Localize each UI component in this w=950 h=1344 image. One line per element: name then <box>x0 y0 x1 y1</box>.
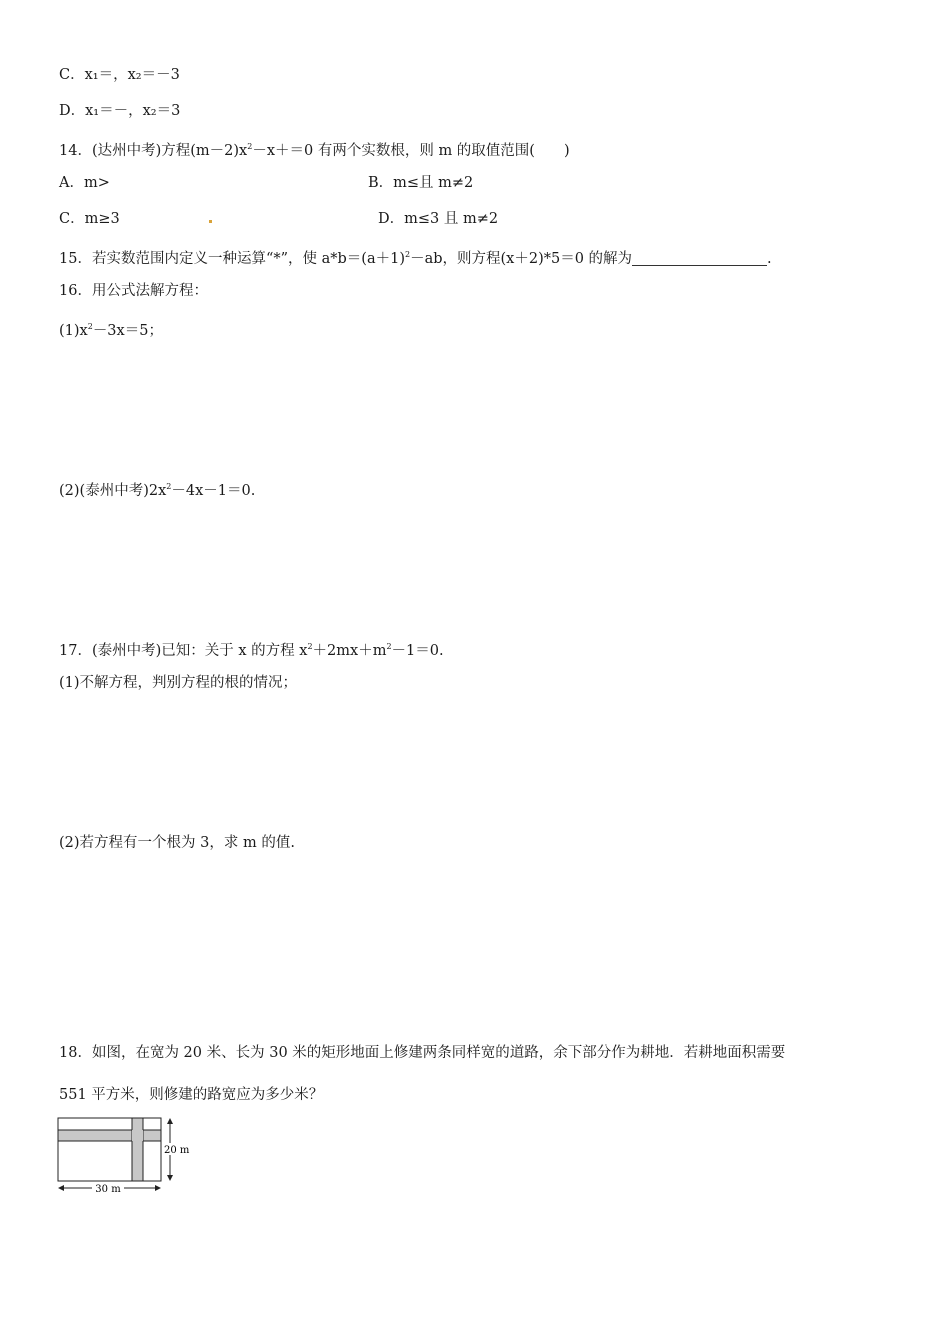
width-label: 30 m <box>95 1184 121 1195</box>
question-16-part-2 <box>59 477 255 501</box>
option-d-q14: D．m≤3 且 m≠2 <box>378 211 499 227</box>
question-16: 16．用公式法解方程： <box>59 283 208 299</box>
q16-1-text-b: －3x＝5； <box>92 323 163 339</box>
question-17 <box>59 637 444 661</box>
option-c-q13: C．x₁＝，x₂＝－3 <box>59 67 180 83</box>
stray-mark <box>209 220 212 223</box>
q15-text-a: 15．若实数范围内定义一种运算“*”，使 a*b＝(a＋1) <box>59 251 405 267</box>
q14-text-a: 14．(达州中考)方程(m－2)x <box>59 143 248 159</box>
question-16-part-1 <box>59 317 163 341</box>
width-arrow-right-head <box>155 1185 161 1191</box>
road-diagram-svg <box>56 1116 196 1196</box>
option-d-q13: D．x₁＝－，x₂＝3 <box>59 103 181 119</box>
horizontal-road <box>58 1130 161 1141</box>
height-arrow-bottom-head <box>167 1175 173 1181</box>
q14-text-b: －x＋＝0 有两个实数根，则 m 的取值范围( ) <box>252 143 570 159</box>
vertical-road <box>132 1118 143 1181</box>
road-intersection <box>132 1130 143 1141</box>
q17-text-a: 17．(泰州中考)已知：关于 x 的方程 x <box>59 643 308 659</box>
q16-2-superscript: 2 <box>166 482 172 491</box>
q17-superscript-1: 2 <box>307 642 313 651</box>
road-diagram <box>56 1116 196 1196</box>
width-arrow-left-head <box>58 1185 64 1191</box>
field-outline <box>58 1118 161 1181</box>
option-a-q14: A．m> <box>59 175 110 191</box>
option-b-q14: B．m≤且 m≠2 <box>368 175 474 191</box>
answer-blank[interactable] <box>632 251 767 266</box>
height-arrow-top-head <box>167 1118 173 1124</box>
question-18-line-2: 551 平方米，则修建的路宽应为多少米？ <box>59 1087 324 1103</box>
option-c-q14: C．m≥3 <box>59 211 120 227</box>
question-15 <box>59 245 772 269</box>
question-17-part-2: (2)若方程有一个根为 3，求 m 的值. <box>59 835 295 851</box>
question-14 <box>59 137 570 161</box>
q16-2-text-a: (2)(泰州中考)2x <box>59 483 167 499</box>
q14-superscript: 2 <box>247 142 253 151</box>
q17-text-c: －1＝0. <box>391 643 444 659</box>
q17-superscript-2: 2 <box>386 642 392 651</box>
q15-text-b: －ab，则方程(x＋2)*5＝0 的解为 <box>410 251 633 267</box>
q16-2-text-b: －4x－1＝0. <box>171 483 256 499</box>
height-label: 20 m <box>164 1145 190 1156</box>
q17-text-b: ＋2mx＋m <box>312 643 387 659</box>
q16-1-text-a: (1)x <box>59 323 88 339</box>
q15-superscript: 2 <box>405 250 411 259</box>
q15-end: . <box>767 251 772 267</box>
question-17-part-1: (1)不解方程，判别方程的根的情况； <box>59 675 298 691</box>
question-18-line-1: 18．如图，在宽为 20 米、长为 30 米的矩形地面上修建两条同样宽的道路，余下部分作为耕地．若耕地面积需要 <box>59 1045 786 1061</box>
q16-1-superscript: 2 <box>87 322 93 331</box>
